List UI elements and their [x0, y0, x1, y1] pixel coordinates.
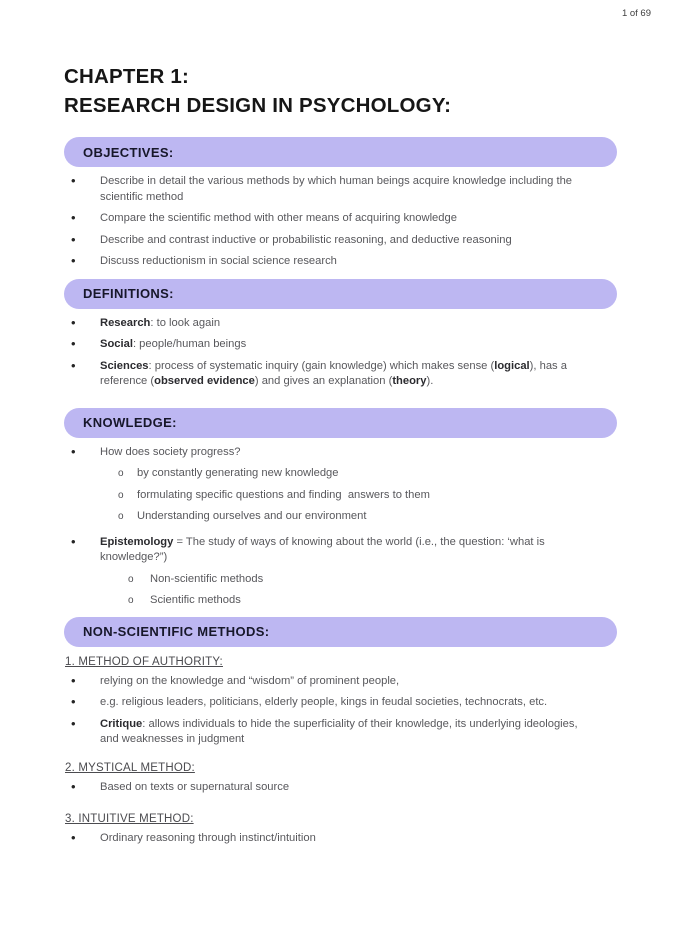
list-item — [64, 337, 617, 353]
sub-list-item: o by constantly generating new knowledge — [64, 466, 617, 482]
section-header-non-scientific-methods-label: NON-SCIENTIFIC METHODS: — [83, 624, 270, 639]
section-header-knowledge-label: KNOWLEDGE: — [83, 415, 177, 430]
list-item: • Describe in detail the various methods by which human beings acquire knowledge including the scientific method — [64, 174, 617, 205]
emphasized-word: theory — [392, 375, 427, 387]
emphasized-word: logical — [494, 359, 530, 372]
definitions-list — [64, 316, 617, 390]
list-item: • How does society progress? — [64, 445, 617, 461]
definition-term: Research — [100, 316, 151, 329]
sub-list-item: o Scientific methods — [64, 593, 617, 609]
section-header-definitions-label: DEFINITIONS: — [83, 286, 174, 301]
definition-text: ), has a reference ( — [100, 359, 571, 387]
list-item: • Compare the scientific method with other means of acquiring knowledge — [64, 211, 617, 227]
definition-term: Critique — [100, 717, 143, 730]
definition-text: : people/human beings — [132, 338, 247, 350]
objectives-list — [64, 174, 617, 270]
list-item: • Based on texts or supernatural source — [64, 780, 617, 796]
method-authority-heading: 1. METHOD OF AUTHORITY: — [65, 655, 223, 668]
method-intuitive — [64, 812, 617, 847]
list-item — [64, 535, 617, 566]
list-item: • Discuss reductionism in social science research — [64, 254, 617, 270]
definition-text: : process of systematic inquiry (gain knowledge) which makes sense ( — [148, 359, 495, 372]
definition-text: : allows individuals to hide the superficiality of their knowledge, its underlying ideologies, and weaknesses in judgment — [100, 717, 584, 745]
method-mystical — [64, 761, 617, 796]
list-item — [64, 316, 617, 332]
section-header-objectives-label: OBJECTIVES: — [83, 144, 174, 160]
list-item: • Describe and contrast inductive or probabilistic reasoning, and deductive reasoning — [64, 233, 617, 249]
chapter-title-line2: RESEARCH DESIGN IN PSYCHOLOGY: — [64, 94, 452, 117]
list-item: • Ordinary reasoning through instinct/intuition — [64, 831, 617, 847]
section-header-non-scientific-methods — [64, 617, 617, 647]
definition-text: ). — [426, 375, 434, 387]
page-indicator: 1 of 69 — [621, 8, 651, 19]
emphasized-word: observed evidence — [154, 375, 255, 387]
method-authority — [64, 655, 617, 748]
sub-list-item: o Non-scientific methods — [64, 572, 617, 588]
definition-text: : to look again — [150, 316, 221, 329]
section-header-knowledge — [64, 408, 617, 438]
sub-list-item: o formulating specific questions and finding answers to them — [64, 488, 617, 504]
definition-term: Sciences — [100, 359, 149, 372]
list-item: • relying on the knowledge and “wisdom” of prominent people, — [64, 674, 617, 690]
sub-list-item: o Understanding ourselves and our environment — [64, 509, 617, 525]
definition-text: = The study of ways of knowing about the world (i.e., the question: ‘what is knowledge?”) — [100, 535, 548, 563]
definition-term: Social — [100, 338, 133, 350]
list-item — [64, 359, 617, 390]
definition-term: Epistemology — [100, 535, 174, 548]
section-header-definitions — [64, 279, 617, 309]
chapter-title — [64, 62, 617, 120]
list-item: • e.g. religious leaders, politicians, elderly people, kings in feudal societies, technocrats, etc. — [64, 695, 617, 711]
definition-text: ) and gives an explanation ( — [254, 375, 393, 387]
method-intuitive-heading: 3. INTUITIVE METHOD: — [65, 813, 194, 825]
chapter-title-line1: CHAPTER 1: — [64, 65, 190, 88]
list-item — [64, 717, 617, 748]
section-header-objectives — [64, 137, 617, 167]
method-mystical-heading: 2. MYSTICAL METHOD: — [65, 761, 195, 774]
knowledge-list — [64, 445, 617, 609]
